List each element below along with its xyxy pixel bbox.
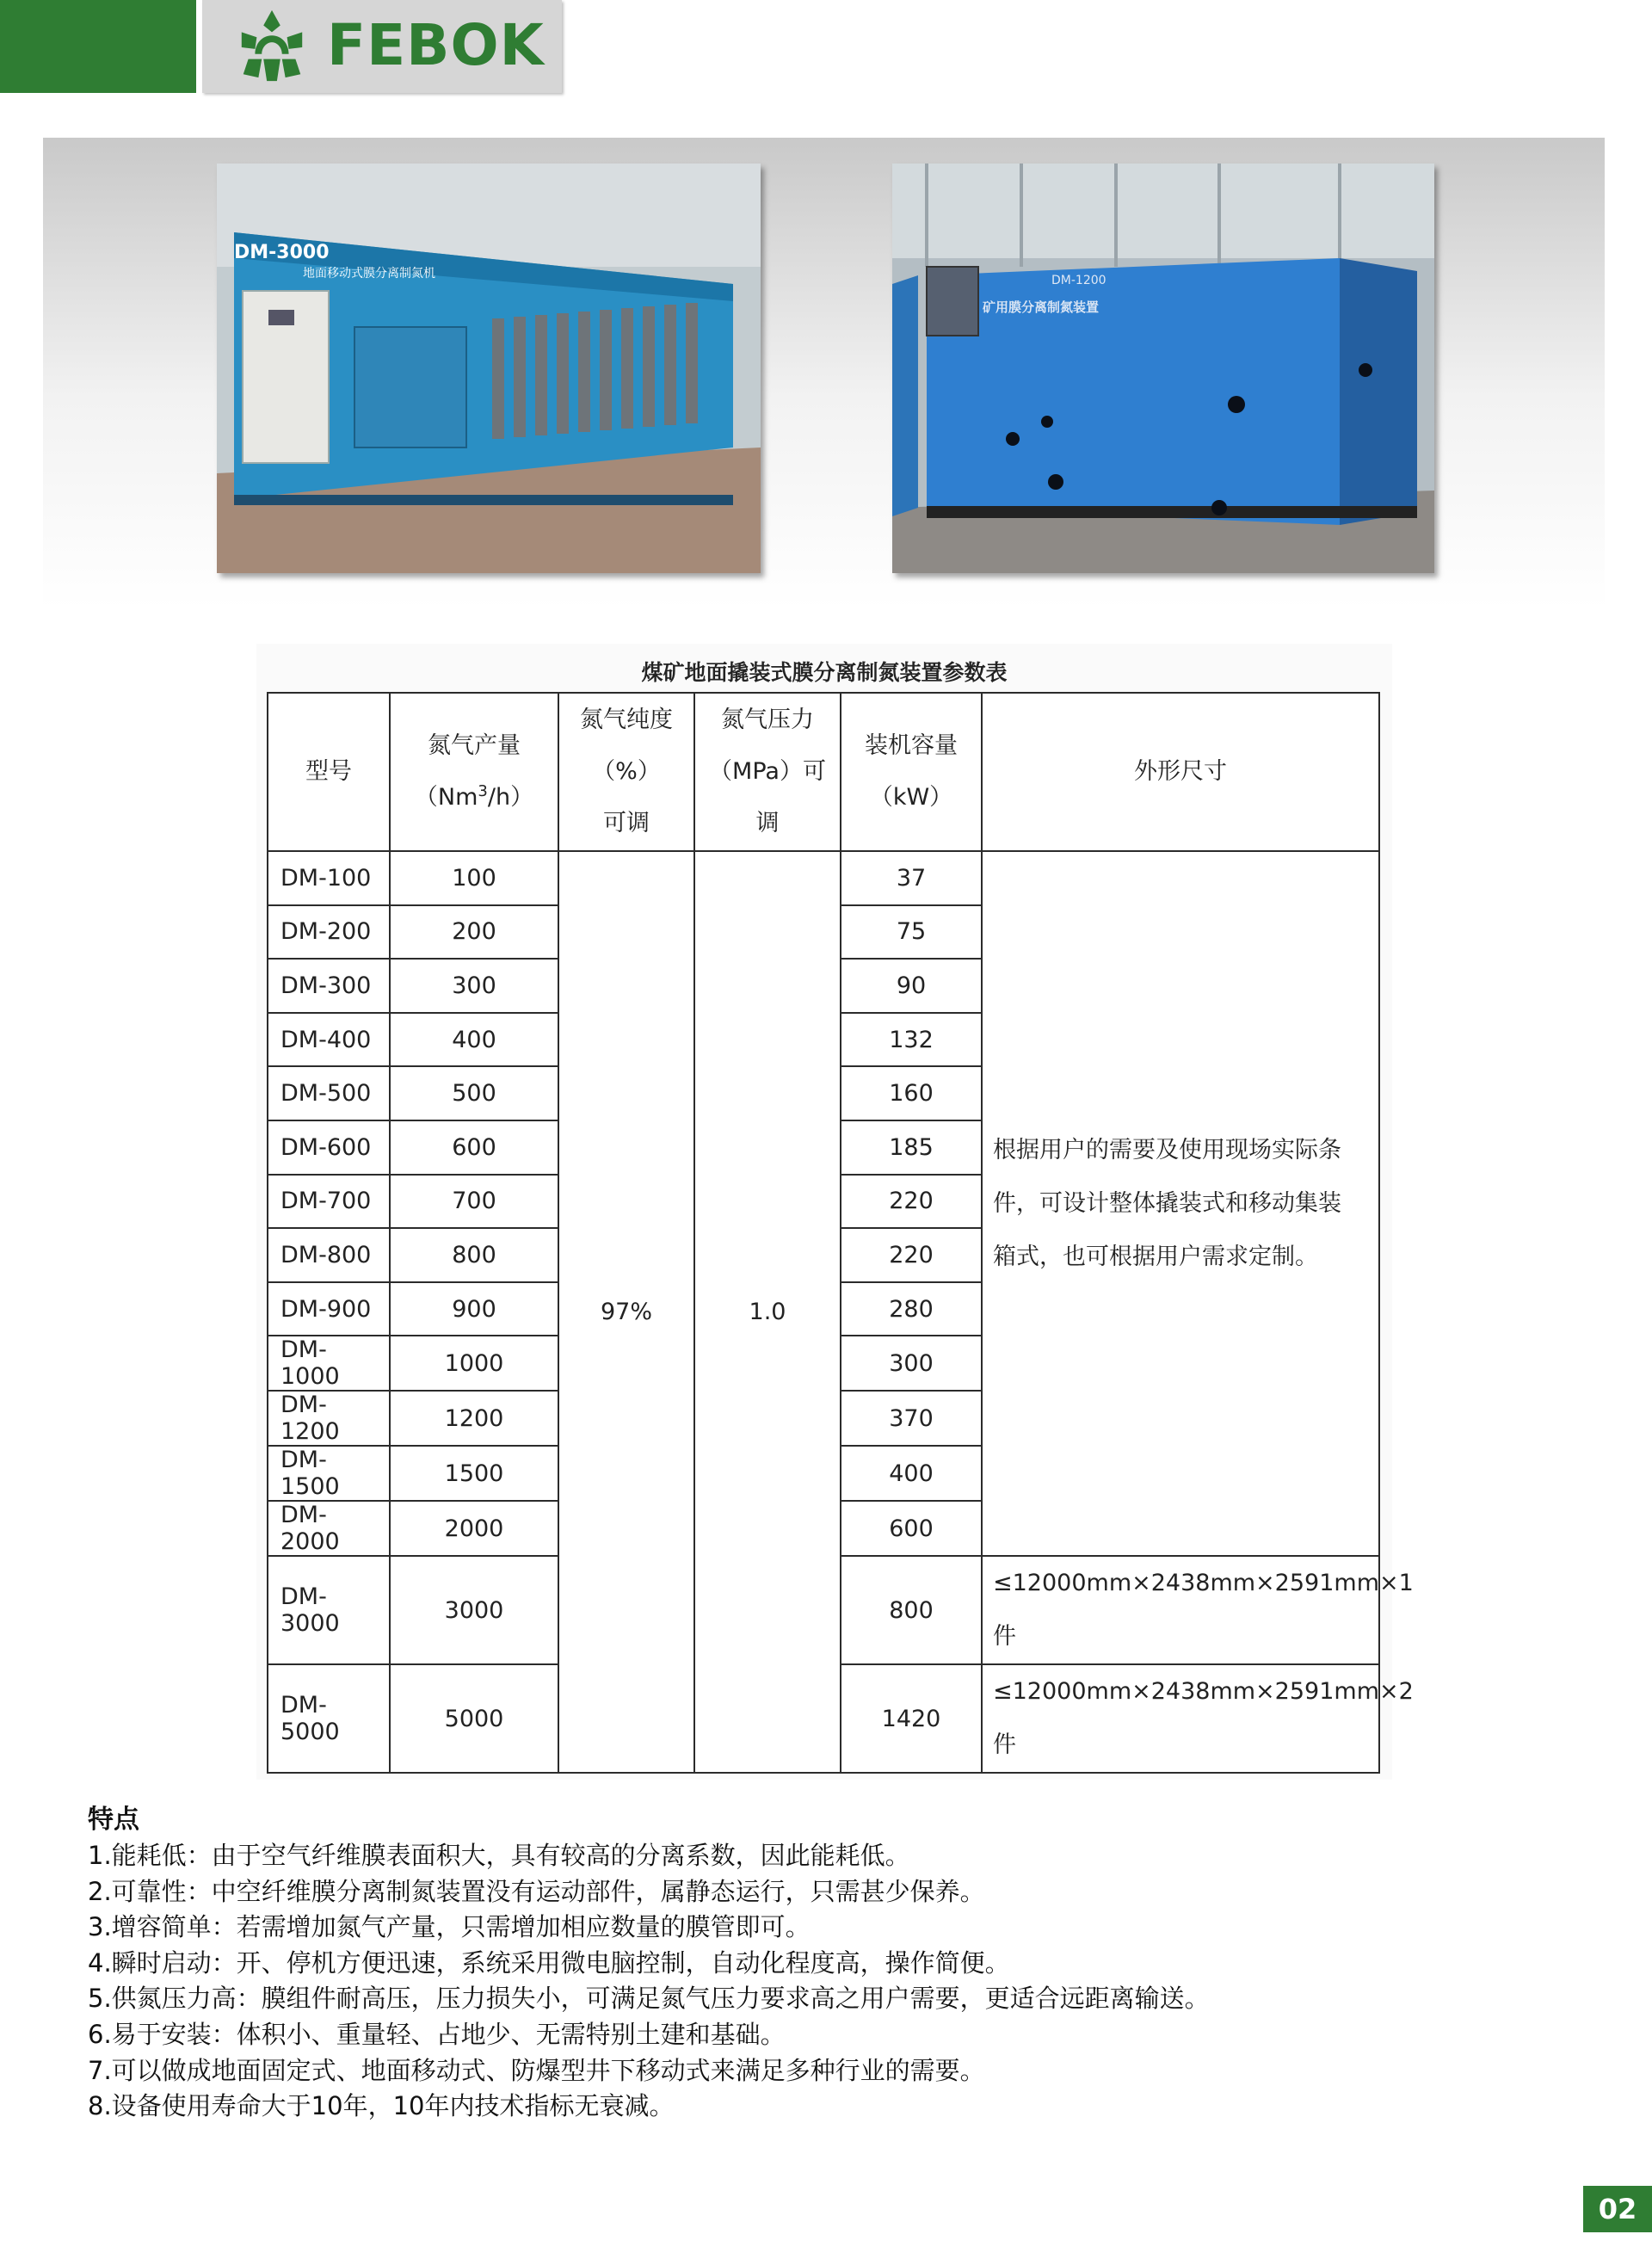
feature-item: 7.可以做成地面固定式、地面移动式、防爆型井下移动式来满足多种行业的需要。 (88, 2055, 985, 2085)
cell-power: 280 (841, 1282, 982, 1336)
photo-dm1200-unit (892, 164, 1434, 573)
feature-item: 8.设备使用寿命大于10年，10年内技术指标无衰减。 (88, 2091, 675, 2121)
cell-power: 37 (841, 851, 982, 905)
cell-model: DM-800 (268, 1228, 390, 1282)
cell-model: DM-200 (268, 905, 390, 960)
febok-logo-icon (230, 7, 314, 84)
cell-model: DM-700 (268, 1175, 390, 1229)
brand-name: FEBOK (327, 12, 545, 78)
cell-purity-merged: 97% (558, 851, 694, 1773)
cell-power: 220 (841, 1228, 982, 1282)
cell-power: 90 (841, 959, 982, 1013)
cell-model: DM-600 (268, 1120, 390, 1175)
page-number: 02 (1583, 2186, 1652, 2232)
cell-model: DM-300 (268, 959, 390, 1013)
header-model: 型号 (268, 693, 390, 851)
cell-flow: 700 (390, 1175, 558, 1229)
photo2-label: DM-1200 (1051, 274, 1106, 287)
cell-power: 75 (841, 905, 982, 960)
feature-item: 1.能耗低：由于空气纤维膜表面积大，具有较高的分离系数，因此能耗低。 (88, 1841, 910, 1870)
header-logo-box (202, 0, 562, 93)
cell-flow: 1000 (390, 1336, 558, 1391)
cell-pressure-merged: 1.0 (694, 851, 841, 1773)
header-flow: 氮气产量 （Nm$^3$/h） (390, 693, 558, 851)
photo-dm3000-unit (217, 164, 761, 573)
table-title: 煤矿地面撬装式膜分离制氮装置参数表 (641, 660, 1008, 685)
cell-model: DM-1200 (268, 1391, 390, 1446)
photo1-subtitle: 地面移动式膜分离制氮机 (303, 267, 435, 281)
cell-model: DM-5000 (268, 1664, 390, 1773)
header-purity: 氮气纯度 （%） 可调 (558, 693, 694, 851)
spec-table-container (256, 644, 1414, 1780)
cell-power: 220 (841, 1175, 982, 1229)
feature-item: 2.可靠性：中空纤维膜分离制氮装置没有运动部件，属静态运行，只需甚少保养。 (88, 1876, 985, 1906)
cell-flow: 300 (390, 959, 558, 1013)
cell-model: DM-2000 (268, 1501, 390, 1556)
cell-power: 300 (841, 1336, 982, 1391)
cell-flow: 5000 (390, 1664, 558, 1773)
photo1-label: DM-3000 (234, 242, 330, 263)
features-list (88, 1838, 1550, 2125)
cell-flow: 1500 (390, 1446, 558, 1501)
cell-model: DM-900 (268, 1282, 390, 1336)
cell-flow: 200 (390, 905, 558, 960)
cell-power: 370 (841, 1391, 982, 1446)
cell-flow: 900 (390, 1282, 558, 1336)
cell-power: 600 (841, 1501, 982, 1556)
header-size: 外形尺寸 (982, 693, 1379, 851)
cell-flow: 3000 (390, 1556, 558, 1664)
feature-item: 5.供氮压力高：膜组件耐高压，压力损失小，可满足氮气压力要求高之用户需要，更适合远距离输送。 (88, 1984, 1210, 2014)
spec-table (267, 692, 1414, 1774)
cell-size-note-merged: 根据用户的需要及使用现场实际条 件，可设计整体撬装式和移动集装 箱式，也可根据用户需求定制。 (982, 851, 1379, 1556)
cell-flow: 1200 (390, 1391, 558, 1446)
cell-flow: 400 (390, 1013, 558, 1067)
cell-flow: 2000 (390, 1501, 558, 1556)
cell-power: 132 (841, 1013, 982, 1067)
header-power: 装机容量 （kW） (841, 693, 982, 851)
cell-flow: 800 (390, 1228, 558, 1282)
header-green-block (0, 0, 196, 93)
feature-item: 6.易于安装：体积小、重量轻、占地少、无需特别土建和基础。 (88, 2019, 786, 2049)
cell-model: DM-100 (268, 851, 390, 905)
cell-model: DM-1000 (268, 1336, 390, 1391)
table-row (268, 851, 1379, 905)
cell-power: 800 (841, 1556, 982, 1664)
cell-flow: 100 (390, 851, 558, 905)
table-header-row (268, 693, 1379, 851)
feature-item: 4.瞬时启动：开、停机方便迅速，系统采用微电脑控制，自动化程度高，操作简便。 (88, 1947, 1010, 1978)
features-section (88, 1802, 1550, 2125)
cell-flow: 600 (390, 1120, 558, 1175)
photo-band (43, 138, 1605, 609)
cell-power: 185 (841, 1120, 982, 1175)
cell-model: DM-3000 (268, 1556, 390, 1664)
cell-flow: 500 (390, 1066, 558, 1120)
cell-size: ≤12000mm×2438mm×2591mm×2 件 (982, 1664, 1379, 1773)
cell-model: DM-400 (268, 1013, 390, 1067)
header-pressure: 氮气压力 （MPa）可 调 (694, 693, 841, 851)
cell-model: DM-1500 (268, 1446, 390, 1501)
cell-power: 1420 (841, 1664, 982, 1773)
photo2-subtitle: 矿用膜分离制氮装置 (983, 299, 1100, 315)
cell-power: 400 (841, 1446, 982, 1501)
features-title: 特点 (88, 1805, 139, 1835)
cell-power: 160 (841, 1066, 982, 1120)
cell-size: ≤12000mm×2438mm×2591mm×1 件 (982, 1556, 1379, 1664)
feature-item: 3.增容简单：若需增加氮气产量，只需增加相应数量的膜管即可。 (88, 1912, 811, 1942)
cell-model: DM-500 (268, 1066, 390, 1120)
